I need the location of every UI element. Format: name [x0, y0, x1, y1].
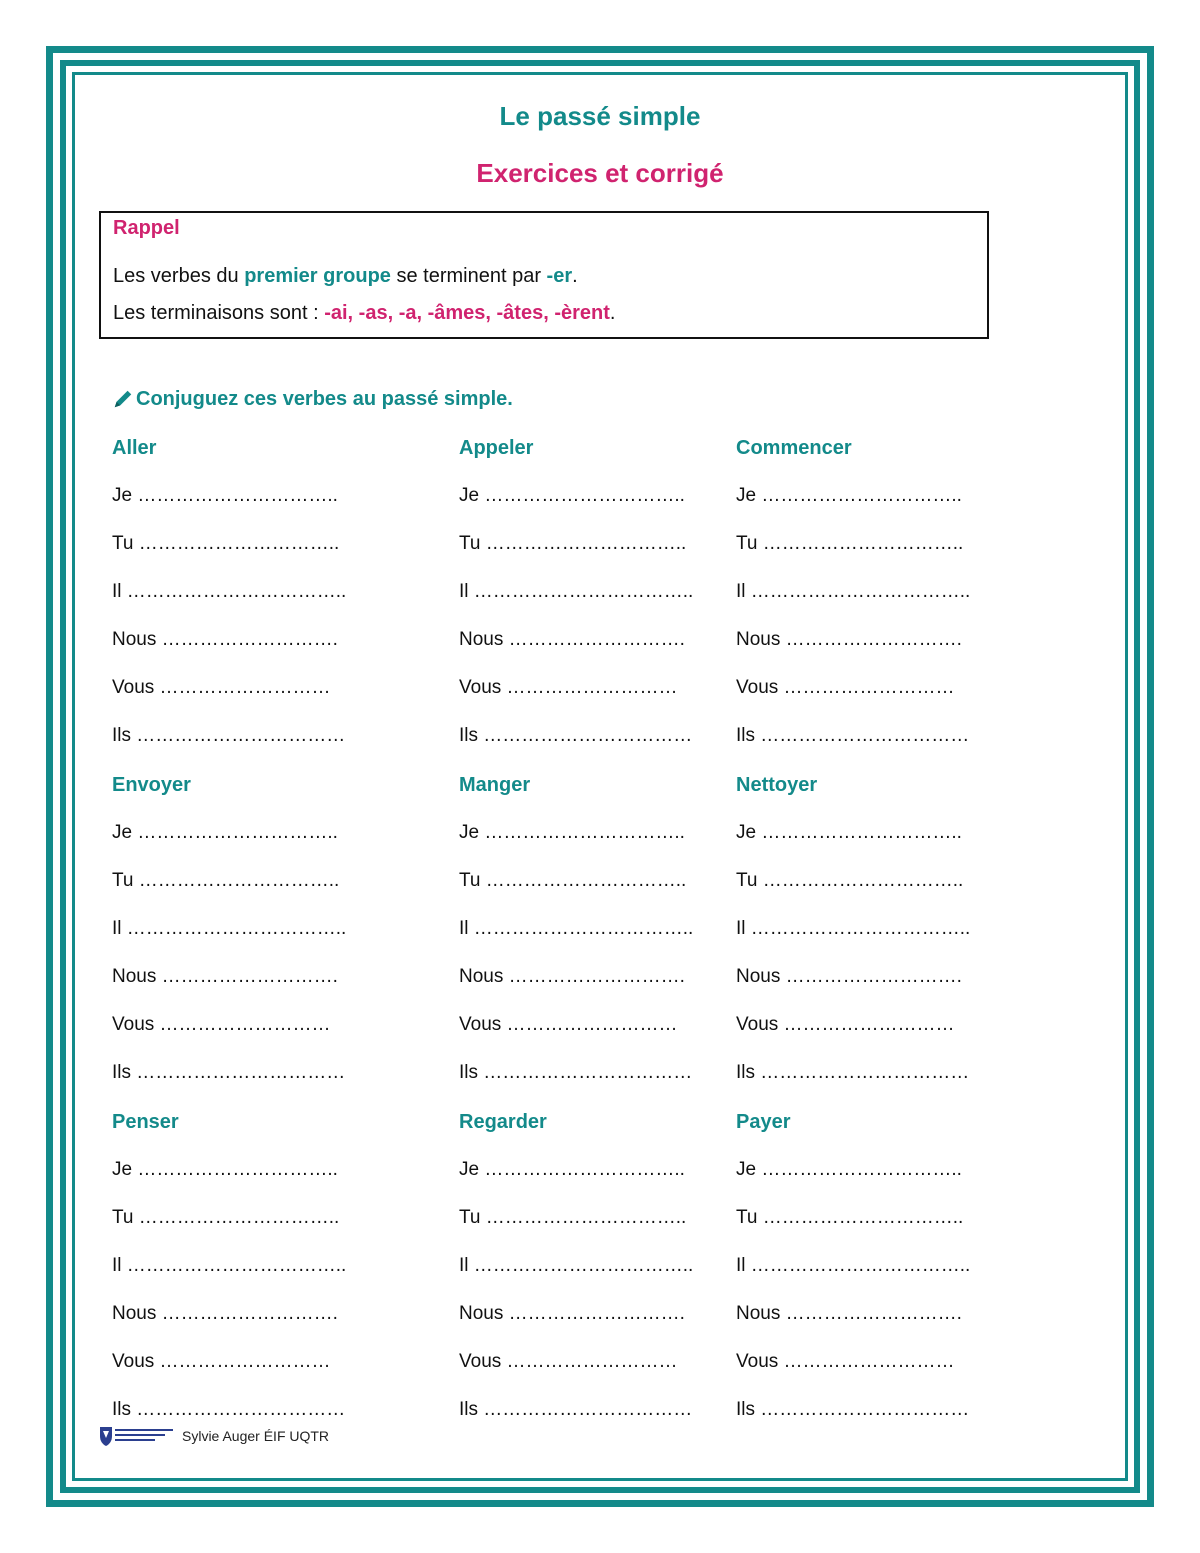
conjugation-line: Vous ………………………: [459, 1014, 678, 1035]
conjugation-line: Je …………………………..: [459, 485, 685, 506]
verb-title: Regarder: [459, 1111, 547, 1133]
conjugation-line: Ils ……………………………: [459, 1399, 693, 1420]
conjugation-line: Tu …………………………..: [459, 870, 687, 891]
conjugation-line: Tu …………………………..: [459, 533, 687, 554]
conjugation-line: Il ……………………………..: [459, 1255, 694, 1276]
verb-title: Commencer: [736, 437, 852, 459]
conjugation-line: Tu …………………………..: [459, 1207, 687, 1228]
conjugation-line: Il ……………………………..: [459, 581, 694, 602]
conjugation-line: Tu …………………………..: [112, 1207, 340, 1228]
conjugation-line: Je …………………………..: [112, 1159, 338, 1180]
verb-block: [112, 435, 372, 749]
rappel-line-1: [113, 263, 578, 289]
conjugation-line: Nous ……………………….: [112, 629, 338, 650]
conjugation-line: Il ……………………………..: [736, 581, 971, 602]
conjugation-line: Il ……………………………..: [736, 918, 971, 939]
verb-block: [736, 772, 996, 1086]
conjugation-line: Vous ………………………: [736, 1014, 955, 1035]
rappel-highlight-group: premier groupe: [244, 265, 391, 287]
conjugation-line: Ils ……………………………: [112, 725, 346, 746]
conjugation-line: Ils ……………………………: [736, 725, 970, 746]
instruction-text: Conjuguez ces verbes au passé simple.: [136, 388, 513, 410]
rappel-box: [99, 211, 989, 339]
conjugation-line: Je …………………………..: [112, 485, 338, 506]
rappel-line-2-before: Les terminaisons sont :: [113, 302, 325, 324]
rappel-endings: -ai, -as, -a, -âmes, -âtes, -èrent: [324, 302, 610, 324]
verb-title: Payer: [736, 1111, 791, 1133]
school-logo-icon: [98, 1424, 176, 1448]
footer: [98, 1424, 329, 1448]
conjugation-line: Nous ……………………….: [459, 966, 685, 987]
verb-title: Aller: [112, 437, 157, 459]
conjugation-line: Il ……………………………..: [459, 918, 694, 939]
conjugation-line: Tu …………………………..: [736, 533, 964, 554]
verb-block: [736, 435, 996, 749]
conjugation-line: Nous ……………………….: [736, 1303, 962, 1324]
conjugation-line: Ils ……………………………: [736, 1399, 970, 1420]
verb-title: Envoyer: [112, 774, 191, 796]
rappel-heading: Rappel: [113, 217, 180, 239]
rappel-line-2: [113, 300, 615, 326]
conjugation-line: Nous ……………………….: [459, 629, 685, 650]
verb-block: [459, 435, 719, 749]
verb-block: [736, 1109, 996, 1423]
verb-title: Appeler: [459, 437, 534, 459]
footer-credit: Sylvie Auger ÉIF UQTR: [182, 1428, 330, 1444]
conjugation-line: Je …………………………..: [736, 485, 962, 506]
conjugation-line: Je …………………………..: [459, 1159, 685, 1180]
conjugation-line: Vous ………………………: [112, 677, 331, 698]
verb-title: Nettoyer: [736, 774, 818, 796]
conjugation-line: Vous ………………………: [736, 677, 955, 698]
conjugation-line: Ils ……………………………: [112, 1399, 346, 1420]
verb-block: [459, 1109, 719, 1423]
conjugation-line: Tu …………………………..: [736, 1207, 964, 1228]
conjugation-line: Ils ……………………………: [459, 725, 693, 746]
conjugation-line: Il ……………………………..: [112, 918, 347, 939]
conjugation-line: Ils ……………………………: [112, 1062, 346, 1083]
conjugation-line: Vous ………………………: [112, 1351, 331, 1372]
page-subtitle: Exercices et corrigé: [476, 158, 724, 188]
conjugation-line: Vous ………………………: [459, 1351, 678, 1372]
conjugation-line: Tu …………………………..: [736, 870, 964, 891]
conjugation-line: Vous ………………………: [459, 677, 678, 698]
conjugation-line: Vous ………………………: [736, 1351, 955, 1372]
rappel-line-1-after: .: [572, 265, 578, 287]
conjugation-line: Je …………………………..: [736, 822, 962, 843]
conjugation-line: Nous ……………………….: [459, 1303, 685, 1324]
conjugation-line: Je …………………………..: [736, 1159, 962, 1180]
conjugation-line: Ils ……………………………: [459, 1062, 693, 1083]
conjugation-line: Il ……………………………..: [112, 1255, 347, 1276]
verb-block: [112, 772, 372, 1086]
conjugation-line: Nous ……………………….: [112, 1303, 338, 1324]
conjugation-line: Vous ………………………: [112, 1014, 331, 1035]
conjugation-line: Je …………………………..: [459, 822, 685, 843]
conjugation-line: Il ……………………………..: [112, 581, 347, 602]
conjugation-line: Tu …………………………..: [112, 870, 340, 891]
rappel-ending-er: -er: [546, 265, 573, 287]
pencil-icon: [112, 388, 134, 410]
conjugation-line: Nous ……………………….: [736, 629, 962, 650]
verb-title: Manger: [459, 774, 531, 796]
rappel-line-1-middle: se terminent par: [390, 265, 547, 287]
instruction: [112, 386, 513, 412]
verb-block: [459, 772, 719, 1086]
page-title: Le passé simple: [499, 101, 701, 131]
conjugation-line: Je …………………………..: [112, 822, 338, 843]
conjugation-line: Tu …………………………..: [112, 533, 340, 554]
conjugation-line: Nous ……………………….: [112, 966, 338, 987]
conjugation-line: Nous ……………………….: [736, 966, 962, 987]
verb-block: [112, 1109, 372, 1423]
conjugation-line: Ils ……………………………: [736, 1062, 970, 1083]
verb-title: Penser: [112, 1111, 179, 1133]
conjugation-line: Il ……………………………..: [736, 1255, 971, 1276]
rappel-line-2-after: .: [609, 302, 616, 324]
rappel-line-1-before: Les verbes du: [113, 265, 245, 287]
